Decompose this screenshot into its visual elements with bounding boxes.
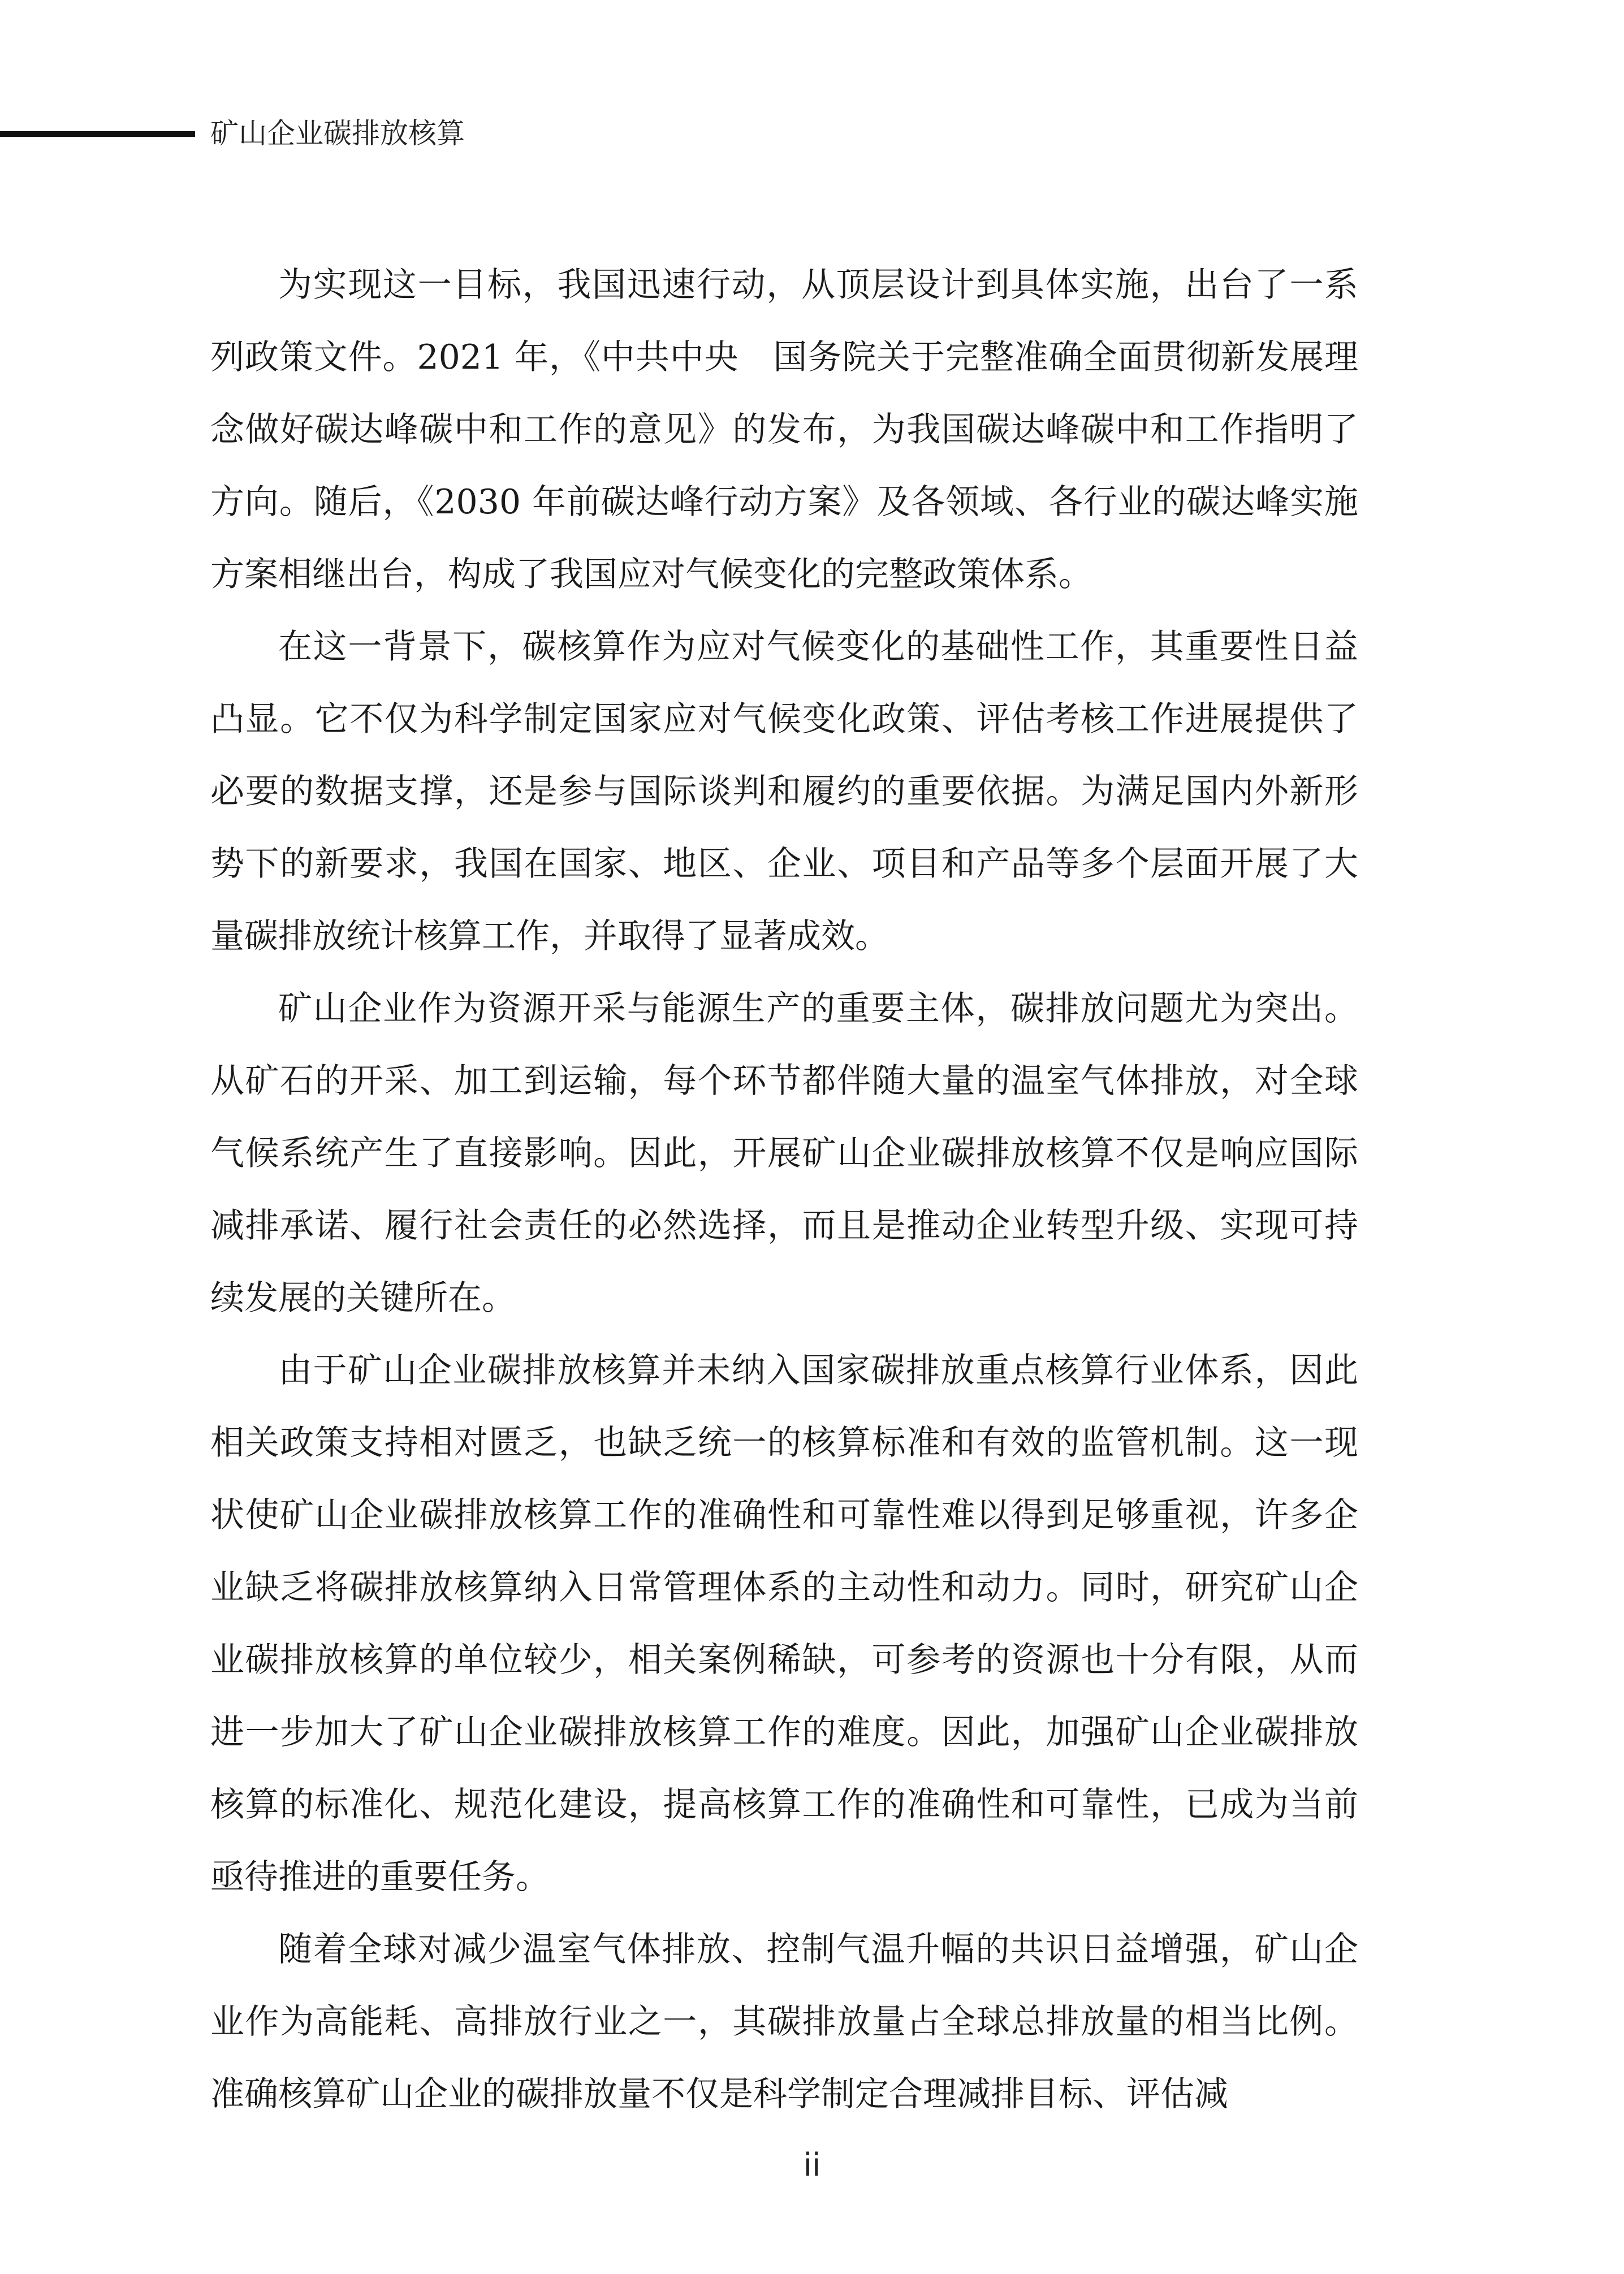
paragraph: 随着全球对减少温室气体排放、控制气温升幅的共识日益增强，矿山企业作为高能耗、高排放行业之一，其碳排放量占全球总排放量的相当比例。准确核算矿山企业的碳排放量不仅是科学制定合理减排目标、评估减 (210, 1930, 1358, 2114)
paragraph: 在这一背景下，碳核算作为应对气候变化的基础性工作，其重要性日益凸显。它不仅为科学制定国家应对气候变化政策、评估考核工作进展提供了必要的数据支撑，还是参与国际谈判和履约的重要依据。为满足国内外新形势下的新要求，我国在国家、地区、企业、项目和产品等多个层面开展了大量碳排放统计核算工作，并取得了显著成效。 (210, 627, 1358, 956)
page-number: ii (803, 2147, 821, 2184)
running-header-title: 矿山企业碳排放核算 (210, 117, 465, 150)
header-rule (0, 131, 195, 137)
paragraph: 矿山企业作为资源开采与能源生产的重要主体，碳排放问题尤为突出。从矿石的开采、加工到运输，每个环节都伴随大量的温室气体排放，对全球气候系统产生了直接影响。因此，开展矿山企业碳排放核算不仅是响应国际减排承诺、履行社会责任的必然选择，而且是推动企业转型升级、实现可持续发展的关键所在。 (210, 989, 1358, 1318)
paragraph: 由于矿山企业碳排放核算并未纳入国家碳排放重点核算行业体系，因此相关政策支持相对匮乏，也缺乏统一的核算标准和有效的监管机制。这一现状使矿山企业碳排放核算工作的准确性和可靠性难以得到足够重视，许多企业缺乏将碳排放核算纳入日常管理体系的主动性和动力。同时，研究矿山企业碳排放核算的单位较少，相关案例稀缺，可参考的资源也十分有限，从而进一步加大了矿山企业碳排放核算工作的难度。因此，加强矿山企业碳排放核算的标准化、规范化建设，提高核算工作的准确性和可靠性，已成为当前亟待推进的重要任务。 (210, 1351, 1358, 1897)
body-text (210, 249, 1358, 2130)
paragraph: 为实现这一目标，我国迅速行动，从顶层设计到具体实施，出台了一系列政策文件。2021 年，《中共中央 国务院关于完整准确全面贯彻新发展理念做好碳达峰碳中和工作的意见》的发布，为我国碳达峰碳中和工作指明了方向。随后，《2030 年前碳达峰行动方案》及各领域、各行业的碳达峰实施方案相继出台，构成了我国应对气候变化的完整政策体系。 (210, 265, 1358, 594)
